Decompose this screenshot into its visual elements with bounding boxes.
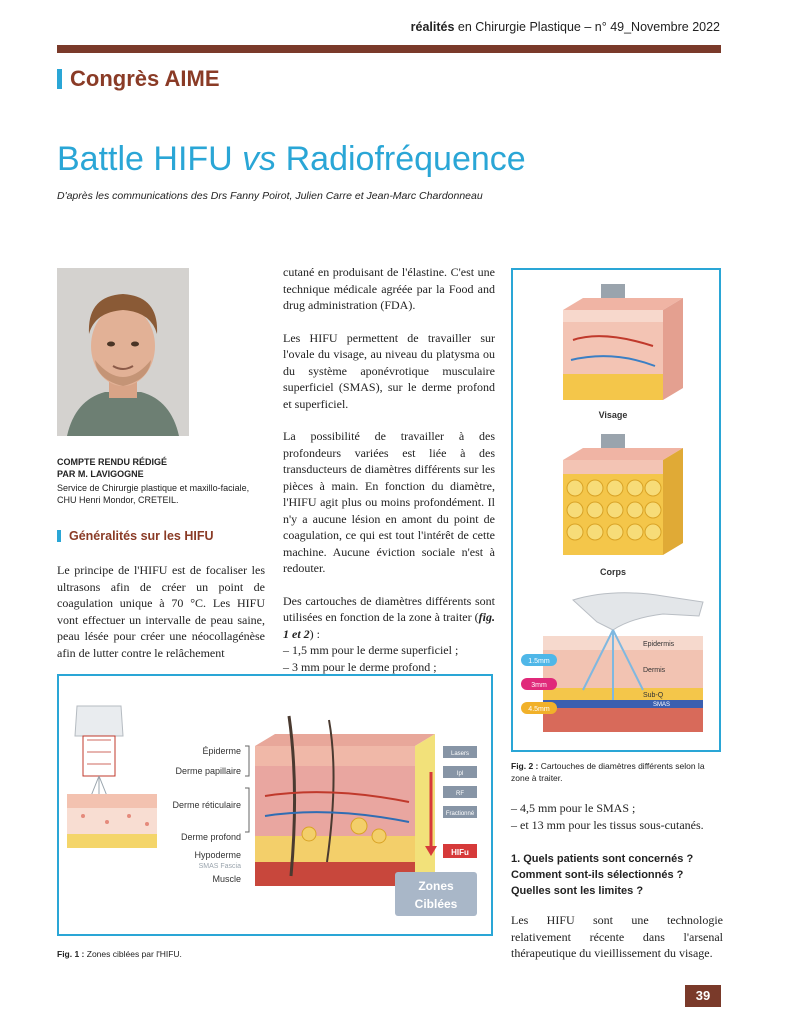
paragraph: cutané en produisant de l'élastine. C'est une technique médicale agréée par la Food and drug administration (FDA).	[283, 265, 495, 312]
tech-fractionne: Fractionné	[445, 811, 475, 817]
column-3	[511, 800, 723, 833]
question-heading	[511, 851, 693, 899]
figure-1-caption	[57, 949, 182, 959]
journal-issue: en Chirurgie Plastique – n° 49_Novembre 2022	[454, 20, 720, 34]
header-rule	[57, 45, 721, 53]
text-part: Des cartouches de diamètres différents sont utilisées en fonction de la zone à traiter (	[283, 593, 495, 624]
paragraph: Le principe de l'HIFU est de focaliser les ultrasons afin de créer un point de coagulation unique à 70 °C. Les HIFU vont effectuer un intervalle de peau saine, peau lésée pour créer une néocollagénèse afin de lutter contre le relâchement	[57, 563, 265, 660]
section-text: Congrès AIME	[70, 66, 220, 91]
layer-hypoderme: Hypoderme	[194, 850, 241, 860]
section-marker	[57, 69, 62, 89]
subheading-marker	[57, 530, 61, 542]
question-line: 1. Quels patients sont concernés ?	[511, 853, 694, 865]
tech-rf: RF	[456, 791, 464, 797]
caption-text: Cartouches de diamètres différents selon la zone à traiter.	[511, 761, 705, 783]
layer-muscle: Muscle	[212, 874, 241, 884]
figure-1-illustration	[59, 676, 491, 934]
paragraph: Les HIFU sont une technologie relativement récente dans l'arsenal thérapeutique du vieillissement du visage.	[511, 913, 723, 960]
section-label	[57, 66, 220, 92]
column-2	[283, 264, 495, 675]
title-part2: Radiofréquence	[276, 140, 526, 178]
portrait-illustration	[57, 268, 189, 436]
caption-label: Fig. 2 :	[511, 761, 539, 771]
text-part: ) :	[309, 626, 321, 641]
report-affiliation	[57, 482, 267, 506]
label-visage: Visage	[598, 410, 628, 420]
byline: D'après les communications des Drs Fanny Poirot, Julien Carre et Jean-Marc Chardonneau	[57, 190, 483, 202]
report-author: PAR M. LAVIGOGNE	[57, 469, 144, 479]
title-part1: Battle HIFU	[57, 140, 243, 178]
figure-2	[511, 268, 721, 752]
zones-label-line1: Zones	[418, 879, 454, 893]
zones-label-line2: Ciblées	[414, 897, 458, 911]
tech-ipl: Ipl	[456, 771, 464, 777]
paragraph: Les HIFU permettent de travailler sur l'ovale du visage, au niveau du platysma ou du système aponévrotique musculaire superficiel (SMAS), sur le derme profond et superficiel.	[283, 330, 495, 411]
subheading-text: Généralités sur les HIFU	[69, 529, 214, 543]
journal-name: réalités	[410, 20, 455, 34]
affiliation-line2: CHU Henri Mondor, CRETEIL.	[57, 495, 179, 505]
page-number: 39	[685, 985, 721, 1007]
layer-derme-reticulaire: Derme réticulaire	[172, 800, 241, 810]
question-line: Quelles sont les limites ?	[511, 885, 644, 897]
label-corps: Corps	[599, 567, 627, 577]
layer-subq: Sub-Q	[643, 692, 664, 699]
journal-header	[411, 20, 720, 34]
question-line: Comment sont-ils sélectionnés ?	[511, 869, 684, 881]
affiliation-line1: Service de Chirurgie plastique et maxillo-faciale,	[57, 483, 250, 493]
article-title	[57, 140, 526, 179]
report-credit	[57, 456, 167, 480]
figure-2-caption	[511, 760, 723, 784]
depth-3mm: 3mm	[531, 682, 547, 689]
figure-1	[57, 674, 493, 936]
list-item: – 4,5 mm pour le SMAS ;	[511, 801, 636, 815]
list-item: – 1,5 mm pour le derme superficiel ;	[283, 643, 459, 657]
layer-smas-fascia: SMAS Fascia	[198, 863, 241, 870]
column-1	[57, 562, 265, 677]
tech-lasers: Lasers	[450, 751, 470, 757]
title-vs: vs	[242, 140, 277, 178]
figure-2-illustration	[513, 270, 719, 750]
caption-text: Zones ciblées par l'HIFU.	[84, 949, 182, 959]
layer-dermis: Dermis	[643, 667, 666, 674]
paragraph: La possibilité de travailler à des profondeurs variées est liée à des transducteurs de diamètres différents sur les pièces à main. En fonction du diamètre, l'HIFU agit plus ou moins profondément. Il n'y a aucune lésion en amont du point de coagulation, ce qui est tout l'intérêt de cette machine. Aucune éviction sociale n'est à redouter.	[283, 429, 495, 575]
layer-epiderme: Épiderme	[202, 746, 241, 756]
figure-reference: fig. 1 et 2	[283, 610, 495, 641]
layer-derme-profond: Derme profond	[180, 832, 241, 842]
paragraph	[283, 593, 495, 643]
hifu-label: HIFu	[451, 848, 469, 857]
layer-epidermis: Epidermis	[643, 641, 675, 648]
report-line1: COMPTE RENDU RÉDIGÉ	[57, 457, 168, 467]
depth-1-5mm: 1.5mm	[528, 658, 550, 665]
layer-derme-papillaire: Derme papillaire	[175, 766, 241, 776]
caption-label: Fig. 1 :	[57, 949, 85, 959]
subheading	[57, 529, 214, 543]
column-4	[511, 912, 723, 978]
layer-smas: SMAS	[653, 702, 671, 708]
depth-4-5mm: 4.5mm	[528, 706, 550, 713]
author-photo	[57, 268, 189, 436]
list-item: – et 13 mm pour les tissus sous-cutanés.	[511, 817, 704, 832]
list-item: – 3 mm pour le derme profond ;	[283, 659, 437, 674]
